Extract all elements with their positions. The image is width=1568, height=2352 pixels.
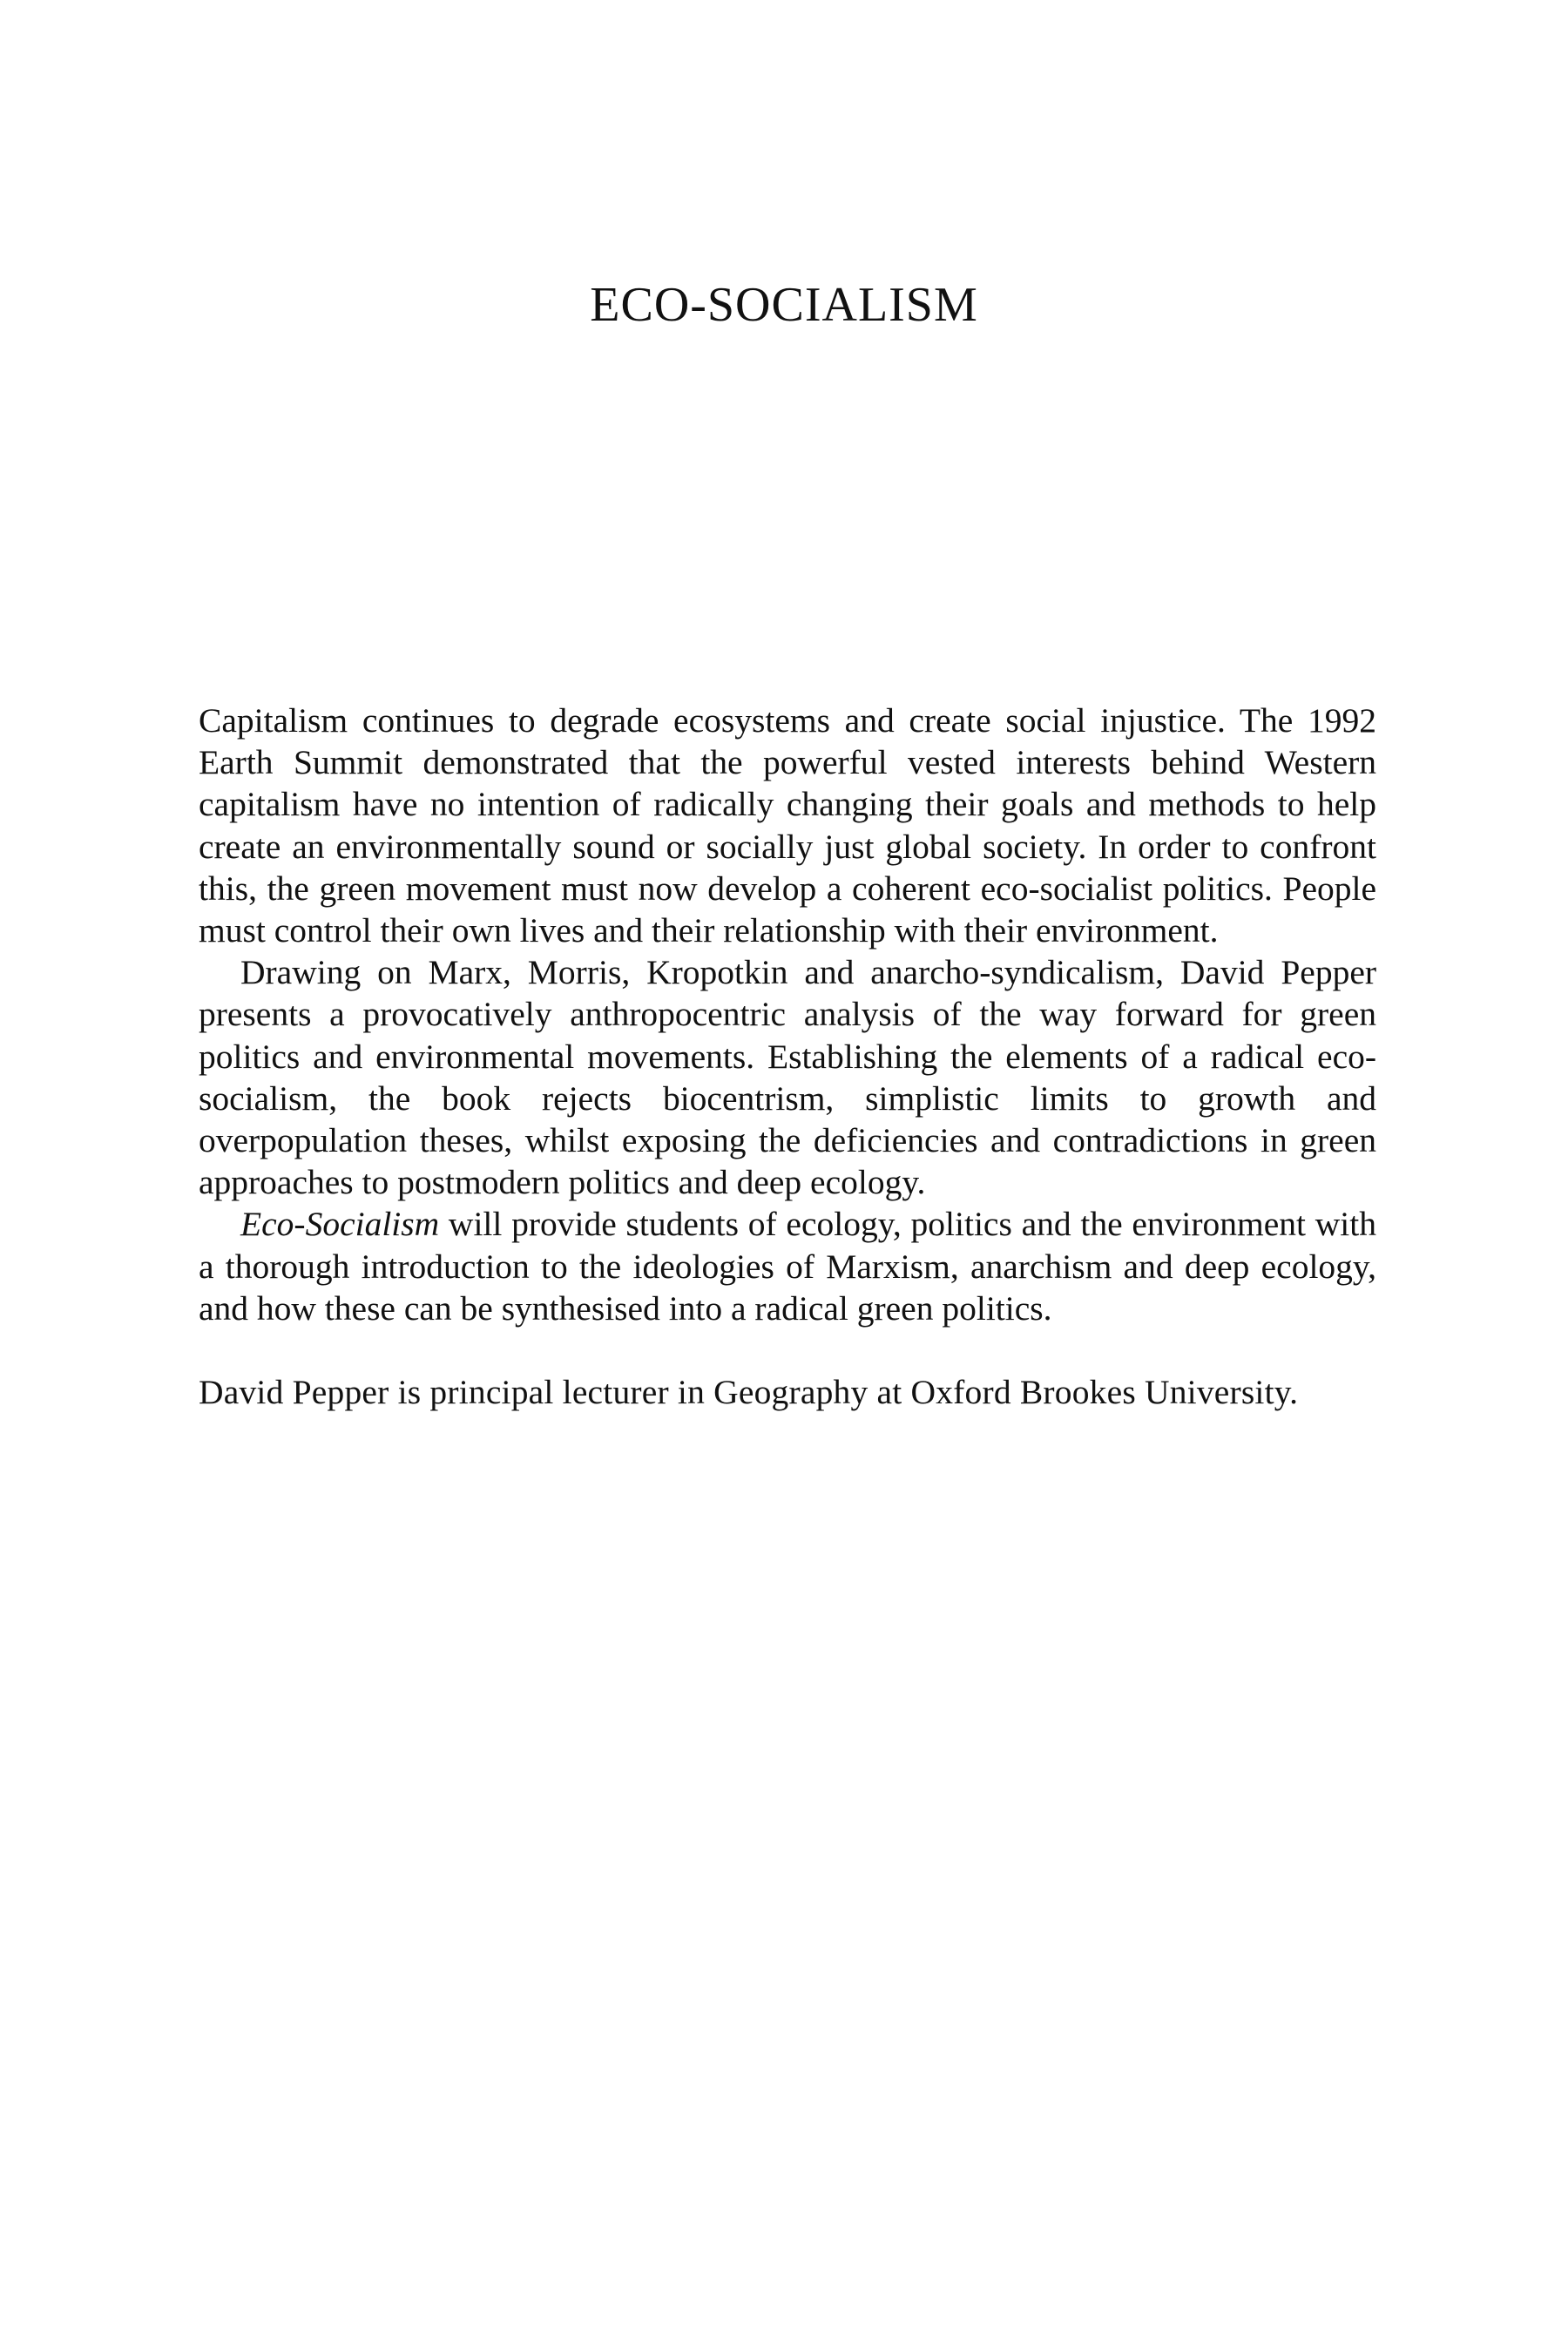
page-title: ECO-SOCIALISM xyxy=(590,278,978,332)
blurb-paragraph-3-text: will provide students of ecology, politics and the environment with a thorough introduction to the ideologies of Marxism, anarchism and deep ecology, and how these can be synthesised into a radical green politics. xyxy=(199,1205,1376,1328)
blurb-paragraph-3 xyxy=(199,1203,1376,1329)
author-note: David Pepper is principal lecturer in Geography at Oxford Brookes University. xyxy=(199,1373,1299,1412)
blurb-paragraph-2: Drawing on Marx, Morris, Kropotkin and anarcho-syndicalism, David Pepper presents a provocatively anthropocentric analysis of the way forward for green politics and environmental movements. Establishing the elements of a radical eco-socialism, the book rejects biocentrism, simplistic limits to growth and overpopulation theses, whilst exposing the deficiencies and contradictions in green approaches to postmodern politics and deep ecology. xyxy=(199,953,1376,1202)
blurb-paragraph-1: Capitalism continues to degrade ecosystems and create social injustice. The 1992 Earth Summit demonstrated that the powerful vested interests behind Western capitalism have no intention of radically changing their goals and methods to help create an environmentally sound or socially just global society. In order to confront this, the green movement must now develop a coherent eco-socialist politics. People must control their own lives and their relationship with their environment. xyxy=(199,701,1376,950)
book-blurb xyxy=(199,700,1376,1413)
book-title-italic: Eco-Socialism xyxy=(240,1205,440,1244)
